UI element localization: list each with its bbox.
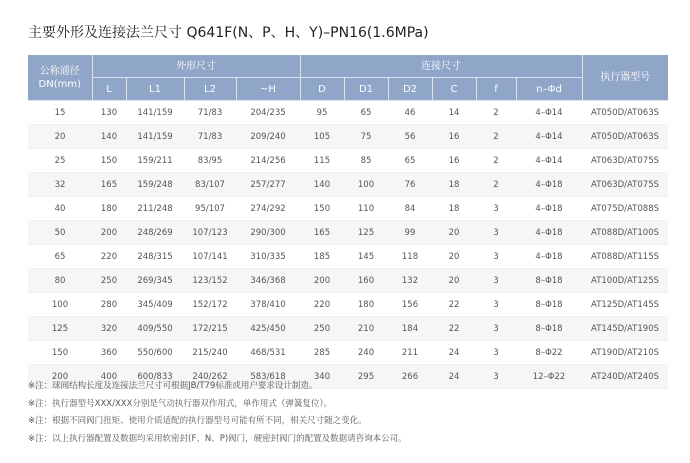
column-header: f (476, 78, 516, 101)
table-cell: 8–Φ18 (516, 269, 582, 293)
column-header: L (92, 78, 126, 101)
table-cell: 65 (388, 149, 432, 173)
dn-header: 公称通径 DN(mm) (28, 55, 92, 101)
table-cell: AT100D/AT125S (582, 269, 668, 293)
table-cell: 4–Φ18 (516, 173, 582, 197)
table-cell: 16 (432, 149, 476, 173)
table-cell: 360 (92, 341, 126, 365)
table-cell: 115 (300, 149, 344, 173)
table-cell: 310/335 (236, 245, 300, 269)
column-header: C (432, 78, 476, 101)
column-header: n–Φd (516, 78, 582, 101)
table-cell: AT063D/AT075S (582, 173, 668, 197)
table-row (28, 197, 668, 221)
table-cell: AT240D/AT240S (582, 365, 668, 389)
table-cell: 22 (432, 293, 476, 317)
table-cell: 200 (92, 221, 126, 245)
table-cell: 2 (476, 149, 516, 173)
note-line: ※注：球阀结构长度及连接法兰尺寸可根据JB/T79标准或用户要求设计制造。 (28, 381, 318, 391)
table-cell: 95 (300, 101, 344, 125)
table-cell: AT125D/AT145S (582, 293, 668, 317)
table-cell: 185 (300, 245, 344, 269)
table-row (28, 101, 668, 125)
table-cell: 130 (92, 101, 126, 125)
table-cell: 84 (388, 197, 432, 221)
table-cell: 200 (28, 365, 92, 389)
table-cell: 210 (344, 317, 388, 341)
table-cell: AT145D/AT190S (582, 317, 668, 341)
table-cell: 22 (432, 317, 476, 341)
table-cell: 18 (432, 173, 476, 197)
table-cell: 100 (28, 293, 92, 317)
table-row (28, 341, 668, 365)
table-cell: 3 (476, 245, 516, 269)
table-cell: 20 (432, 221, 476, 245)
table-cell: 269/345 (126, 269, 184, 293)
table-cell: 266 (388, 365, 432, 389)
table-cell: 125 (344, 221, 388, 245)
note-line: ※注：根据不同阀门扭矩、使用介质适配的执行器型号可能有所不同，相关尺寸随之变化。 (28, 416, 367, 426)
table-cell: 583/618 (236, 365, 300, 389)
table-cell: 4–Φ14 (516, 149, 582, 173)
table-cell: 83/95 (184, 149, 236, 173)
table-cell: 4–Φ18 (516, 221, 582, 245)
table-cell: 100 (344, 173, 388, 197)
table-cell: 600/833 (126, 365, 184, 389)
table-cell: 71/83 (184, 125, 236, 149)
table-cell: 46 (388, 101, 432, 125)
table-cell: 215/240 (184, 341, 236, 365)
column-header: D2 (388, 78, 432, 101)
table-row (28, 269, 668, 293)
table-cell: 180 (344, 293, 388, 317)
actuator-model-header: 执行器型号 (582, 55, 668, 101)
table-cell: 180 (92, 197, 126, 221)
table-cell: 8–Φ18 (516, 317, 582, 341)
outline-dimensions-header: 外形尺寸 (92, 55, 300, 78)
table-cell: 99 (388, 221, 432, 245)
table-cell: 209/240 (236, 125, 300, 149)
table-cell: 110 (344, 197, 388, 221)
table-cell: 140 (92, 125, 126, 149)
table-cell: 150 (92, 149, 126, 173)
table-cell: 165 (300, 221, 344, 245)
table-row (28, 293, 668, 317)
table-cell: 150 (300, 197, 344, 221)
table-cell: 3 (476, 269, 516, 293)
table-cell: 14 (432, 101, 476, 125)
table-cell: 220 (300, 293, 344, 317)
table-cell: 20 (28, 125, 92, 149)
table-cell: 425/450 (236, 317, 300, 341)
table-cell: 24 (432, 341, 476, 365)
table-cell: 240/262 (184, 365, 236, 389)
table-cell: 50 (28, 221, 92, 245)
table-cell: 123/152 (184, 269, 236, 293)
table-cell: 248/269 (126, 221, 184, 245)
table-cell: AT050D/AT063S (582, 101, 668, 125)
table-cell: AT088D/AT115S (582, 245, 668, 269)
table-cell: 200 (300, 269, 344, 293)
table-cell: 211 (388, 341, 432, 365)
table-row (28, 317, 668, 341)
table-cell: 118 (388, 245, 432, 269)
table-cell: 4–Φ14 (516, 125, 582, 149)
table-cell: 12–Φ22 (516, 365, 582, 389)
column-header: ~H (236, 78, 300, 101)
table-cell: 125 (28, 317, 92, 341)
table-cell: 160 (344, 269, 388, 293)
table-cell: 8–Φ22 (516, 341, 582, 365)
notes (28, 378, 407, 448)
table-cell: 8–Φ18 (516, 293, 582, 317)
table-row (28, 221, 668, 245)
table-cell: 274/292 (236, 197, 300, 221)
table-cell: 16 (432, 125, 476, 149)
table-cell: 320 (92, 317, 126, 341)
table-cell: 184 (388, 317, 432, 341)
table-cell: 85 (344, 149, 388, 173)
table-cell: 378/410 (236, 293, 300, 317)
table-cell: 40 (28, 197, 92, 221)
table-cell: 132 (388, 269, 432, 293)
table-cell: AT088D/AT100S (582, 221, 668, 245)
table-cell: 400 (92, 365, 126, 389)
table-cell: 107/123 (184, 221, 236, 245)
connection-dimensions-header: 连接尺寸 (300, 55, 582, 78)
table-cell: 141/159 (126, 125, 184, 149)
table-row (28, 173, 668, 197)
table-cell: 32 (28, 173, 92, 197)
table-cell: AT063D/AT075S (582, 149, 668, 173)
table-cell: 3 (476, 197, 516, 221)
table-cell: 3 (476, 317, 516, 341)
table-cell: 2 (476, 101, 516, 125)
table-cell: 550/600 (126, 341, 184, 365)
table-cell: 4–Φ18 (516, 245, 582, 269)
column-header: D (300, 78, 344, 101)
table-cell: 15 (28, 101, 92, 125)
table-cell: 20 (432, 269, 476, 293)
table-cell: 345/409 (126, 293, 184, 317)
table-cell: 220 (92, 245, 126, 269)
table-cell: 150 (28, 341, 92, 365)
table-cell: 248/315 (126, 245, 184, 269)
column-header: D1 (344, 78, 388, 101)
page-title: 主要外形及连接法兰尺寸 Q641F(N、P、H、Y)–PN16(1.6MPa) (28, 25, 429, 41)
dimension-table (28, 55, 668, 389)
table-row (28, 149, 668, 173)
table-cell: 250 (300, 317, 344, 341)
note-line: ※注：执行器型号XXX/XXX分别是气动执行器双作用式，单作用式（弹簧复位）。 (28, 398, 333, 409)
table-cell: AT190D/AT210S (582, 341, 668, 365)
table-row (28, 125, 668, 149)
table-cell: 65 (28, 245, 92, 269)
table-cell: 250 (92, 269, 126, 293)
table-cell: 240 (344, 341, 388, 365)
table-cell: 290/300 (236, 221, 300, 245)
table-cell: 156 (388, 293, 432, 317)
table-cell: 71/83 (184, 101, 236, 125)
table-cell: 4–Φ18 (516, 197, 582, 221)
table-cell: 83/107 (184, 173, 236, 197)
table-cell: 25 (28, 149, 92, 173)
table-cell: 211/248 (126, 197, 184, 221)
table-row (28, 245, 668, 269)
table-cell: 159/211 (126, 149, 184, 173)
table-cell: 172/215 (184, 317, 236, 341)
table-cell: 280 (92, 293, 126, 317)
table-cell: 95/107 (184, 197, 236, 221)
table-cell: 141/159 (126, 101, 184, 125)
table-cell: 152/172 (184, 293, 236, 317)
table-cell: 3 (476, 365, 516, 389)
table-cell: 105 (300, 125, 344, 149)
note-line: ※注：以上执行器配置及数据均采用软密封(F、N、P)阀门，硬密封阀门的配置及数据请咨询本公司。 (28, 433, 407, 444)
table-cell: 2 (476, 173, 516, 197)
table-cell: 214/256 (236, 149, 300, 173)
table-cell: 2 (476, 125, 516, 149)
table-cell: 340 (300, 365, 344, 389)
table-cell: 409/550 (126, 317, 184, 341)
table-cell: 80 (28, 269, 92, 293)
table-cell: 140 (300, 173, 344, 197)
table-cell: AT075D/AT088S (582, 197, 668, 221)
table-cell: 159/248 (126, 173, 184, 197)
table-cell: 257/277 (236, 173, 300, 197)
table-cell: 4–Φ14 (516, 101, 582, 125)
table-cell: 204/235 (236, 101, 300, 125)
table-cell: AT050D/AT063S (582, 125, 668, 149)
column-header: L2 (184, 78, 236, 101)
table-cell: 75 (344, 125, 388, 149)
table-cell: 76 (388, 173, 432, 197)
table-cell: 3 (476, 221, 516, 245)
table-cell: 3 (476, 293, 516, 317)
table-cell: 20 (432, 245, 476, 269)
table-cell: 468/531 (236, 341, 300, 365)
table-cell: 3 (476, 341, 516, 365)
column-header: L1 (126, 78, 184, 101)
table-cell: 295 (344, 365, 388, 389)
table-cell: 107/141 (184, 245, 236, 269)
table-cell: 145 (344, 245, 388, 269)
table-cell: 285 (300, 341, 344, 365)
table-cell: 18 (432, 197, 476, 221)
table-cell: 346/368 (236, 269, 300, 293)
table-cell: 165 (92, 173, 126, 197)
table-cell: 65 (344, 101, 388, 125)
table-cell: 56 (388, 125, 432, 149)
table-cell: 24 (432, 365, 476, 389)
